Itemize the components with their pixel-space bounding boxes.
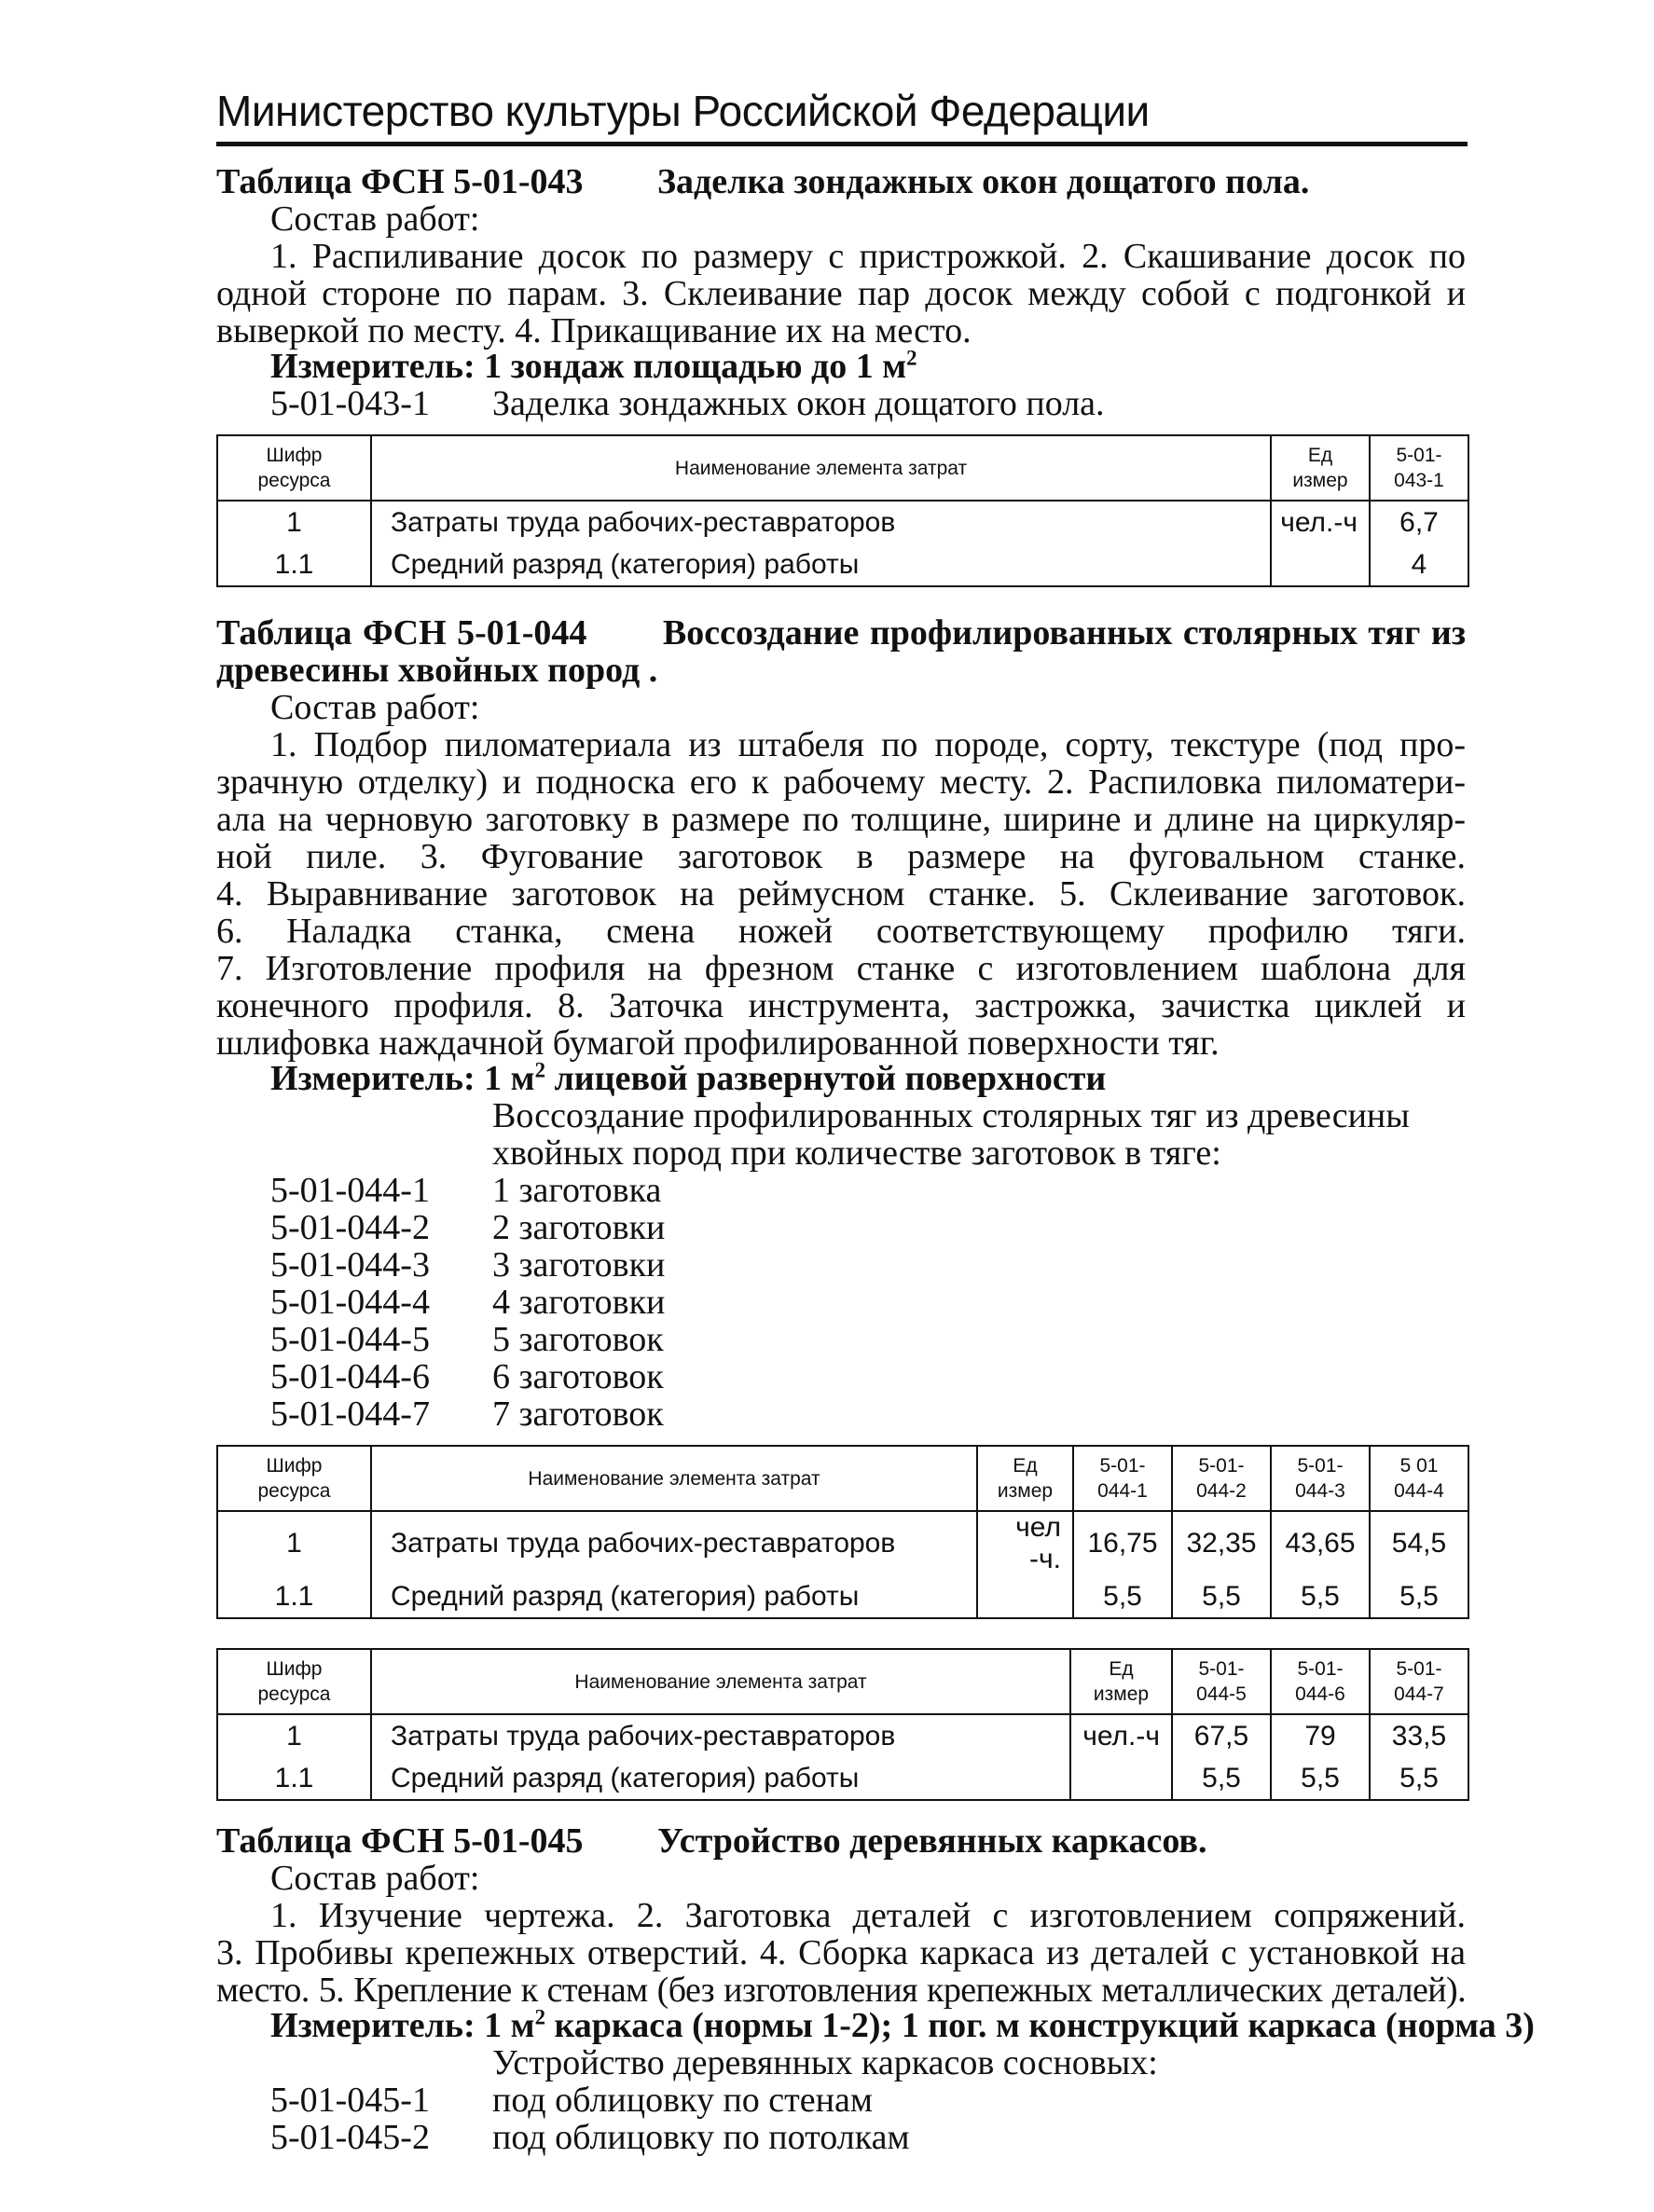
- cell-value: 67,5: [1172, 1714, 1271, 1757]
- norm-code: 5-01-044-3: [270, 1245, 430, 1285]
- header-unit: Ед измер: [977, 1446, 1073, 1511]
- norm-code: 5-01-045-1: [270, 2081, 430, 2120]
- cell-unit: чел.-ч: [1070, 1714, 1172, 1757]
- cell-value: 5,5: [1370, 1757, 1468, 1800]
- cell-value: 5,5: [1172, 1575, 1271, 1618]
- cell-name: Затраты труда рабочих-реставраторов: [371, 1511, 977, 1575]
- norm-name: 6 заготовок: [492, 1357, 664, 1396]
- works-line: 3. Пробивы крепежных отверстий. 4. Сборка каркаса из деталей с установкой на: [216, 1933, 1466, 1972]
- header-norm-col: 5-01- 043-1: [1370, 435, 1468, 501]
- norm-name: Заделка зондажных окон дощатого пола.: [492, 384, 1105, 423]
- cell-code: 1.1: [217, 1575, 371, 1618]
- table-row: [217, 501, 1468, 543]
- norm-code: 5-01-044-5: [270, 1320, 430, 1359]
- cell-unit: [1271, 543, 1370, 586]
- cell-code: 1: [217, 501, 371, 543]
- cell-unit: чел -ч.: [977, 1511, 1073, 1575]
- norm-name: 5 заготовок: [492, 1320, 664, 1359]
- header-norm-col: 5-01- 044-7: [1370, 1649, 1468, 1714]
- header-name: Наименование элемента затрат: [371, 1446, 977, 1511]
- table-title: Воссоздание профилированных столярных тяг из: [662, 613, 1467, 653]
- header-norm-col: 5-01- 044-6: [1271, 1649, 1370, 1714]
- header-name: Наименование элемента затрат: [371, 435, 1271, 501]
- works-line: ала на черновую заготовку в размере по толщине, ширине и длине на циркуляр-: [216, 800, 1466, 839]
- header-code: Шифр ресурса: [217, 1649, 371, 1714]
- header-code: Шифр ресурса: [217, 1446, 371, 1511]
- norm-name: 3 заготовки: [492, 1245, 666, 1285]
- cell-name: Средний разряд (категория) работы: [371, 543, 1271, 586]
- cell-code: 1.1: [217, 543, 371, 586]
- cell-value: 5,5: [1370, 1575, 1468, 1618]
- table-title: Устройство деревянных каркасов.: [657, 1821, 1207, 1861]
- cell-value: 32,35: [1172, 1511, 1271, 1575]
- cell-name: Затраты труда рабочих-реставраторов: [371, 501, 1271, 543]
- table-id: Таблица ФСН 5-01-045: [216, 1821, 584, 1861]
- cell-value: 43,65: [1271, 1511, 1370, 1575]
- norm-code: 5-01-044-7: [270, 1395, 430, 1434]
- works-line: 1. Распиливание досок по размеру с пристрожкой. 2. Скашивание досок по: [270, 237, 1466, 276]
- table-row: [217, 1511, 1468, 1575]
- norm-name: 4 заготовки: [492, 1283, 666, 1322]
- norm-intro: хвойных пород при количестве заготовок в тяге:: [492, 1133, 1221, 1173]
- header-code: Шифр ресурса: [217, 435, 371, 501]
- cell-value: 16,75: [1073, 1511, 1172, 1575]
- header-norm-col: 5-01- 044-5: [1172, 1649, 1271, 1714]
- works-line: шлифовка наждачной бумагой профилированной поверхности тяг.: [216, 1024, 1220, 1063]
- norm-code: 5-01-044-2: [270, 1208, 430, 1247]
- cell-unit: [977, 1575, 1073, 1618]
- norm-name: 1 заготовка: [492, 1171, 662, 1210]
- cell-value: 33,5: [1370, 1714, 1468, 1757]
- header-norm-col: 5-01- 044-2: [1172, 1446, 1271, 1511]
- norm-code: 5-01-044-6: [270, 1357, 430, 1396]
- works-line: выверкой по месту. 4. Прикащивание их на место.: [216, 311, 972, 350]
- table-id: Таблица ФСН 5-01-043: [216, 162, 584, 201]
- works-line: 1. Изучение чертежа. 2. Заготовка деталей с изготовлением сопряжений.: [270, 1896, 1466, 1935]
- norm-code: 5-01-043-1: [270, 384, 430, 423]
- cell-value: 4: [1370, 543, 1468, 586]
- works-line: 7. Изготовление профиля на фрезном станке с изготовлением шаблона для: [216, 949, 1466, 988]
- resource-table: [216, 1648, 1469, 1801]
- works-line: 6. Наладка станка, смена ножей соответствующему профилю тяги.: [216, 912, 1466, 951]
- header-unit: Ед измер: [1271, 435, 1370, 501]
- meter-label: Измеритель: 1 зондаж площадью до 1 $м^2$: [270, 346, 917, 386]
- cell-code: 1: [217, 1714, 371, 1757]
- norm-name: 2 заготовки: [492, 1208, 666, 1247]
- works-line: одной стороне по парам. 3. Склеивание пар досок между собой с подгонкой и: [216, 274, 1466, 313]
- cell-value: 54,5: [1370, 1511, 1468, 1575]
- works-line: конечного профиля. 8. Заточка инструмента, застрожка, зачистка циклей и: [216, 986, 1466, 1025]
- norm-code: 5-01-044-1: [270, 1171, 430, 1210]
- table-row: [217, 1575, 1468, 1618]
- header-name: Наименование элемента затрат: [371, 1649, 1070, 1714]
- table-title: Заделка зондажных окон дощатого пола.: [657, 162, 1310, 201]
- norm-code: 5-01-044-4: [270, 1283, 430, 1322]
- works-line: 1. Подбор пиломатериала из штабеля по породе, сорту, текстуре (под про-: [270, 725, 1466, 764]
- norm-intro: Воссоздание профилированных столярных тяг из древесины: [492, 1096, 1410, 1135]
- header-norm-col: 5-01- 044-3: [1271, 1446, 1370, 1511]
- header-norm-col: 5-01- 044-1: [1073, 1446, 1172, 1511]
- works-line: 4. Выравнивание заготовок на реймусном станке. 5. Склеивание заготовок.: [216, 874, 1466, 914]
- cell-name: Средний разряд (категория) работы: [371, 1757, 1070, 1800]
- table-title-cont: древесины хвойных пород .: [216, 651, 658, 690]
- norm-name: под облицовку по стенам: [492, 2081, 873, 2120]
- header-divider: [216, 142, 1468, 146]
- cell-code: 1: [217, 1511, 371, 1575]
- table-row: [217, 1757, 1468, 1800]
- cell-value: 79: [1271, 1714, 1370, 1757]
- works-line: ной пиле. 3. Фугование заготовок в размере на фуговальном станке.: [216, 837, 1466, 876]
- table-row: [217, 1714, 1468, 1757]
- cell-code: 1.1: [217, 1757, 371, 1800]
- header-norm-col: 5 01 044-4: [1370, 1446, 1468, 1511]
- norm-name: под облицовку по потолкам: [492, 2118, 910, 2157]
- resource-table: [216, 1445, 1469, 1619]
- header-unit: Ед измер: [1070, 1649, 1172, 1714]
- table-id: Таблица ФСН 5-01-044: [216, 613, 587, 653]
- meter-label: Измеритель: 1 $м^2$ каркаса (нормы 1-2); 1 пог. м конструкций каркаса (норма 3): [270, 2005, 1535, 2045]
- cell-value: 5,5: [1172, 1757, 1271, 1800]
- cell-value: 6,7: [1370, 501, 1468, 543]
- table-heading-line: [216, 615, 1466, 652]
- norm-intro: Устройство деревянных каркасов сосновых:: [492, 2043, 1158, 2082]
- page-header: Министерство культуры Российской Федерации: [216, 87, 1150, 135]
- cell-name: Средний разряд (категория) работы: [371, 1575, 977, 1618]
- works-line: зрачную отделку) и подноска его к рабочему месту. 2. Распиловка пиломатери-: [216, 763, 1466, 802]
- works-line: место. 5. Крепление к стенам (без изготовления крепежных металлических деталей).: [216, 1971, 1466, 2010]
- norm-code: 5-01-045-2: [270, 2118, 430, 2157]
- composition-label: Состав работ:: [270, 688, 480, 727]
- cell-value: 5,5: [1073, 1575, 1172, 1618]
- cell-value: 5,5: [1271, 1757, 1370, 1800]
- cell-value: 5,5: [1271, 1575, 1370, 1618]
- resource-table: [216, 434, 1469, 587]
- cell-name: Затраты труда рабочих-реставраторов: [371, 1714, 1070, 1757]
- table-row: [217, 543, 1468, 586]
- meter-label: Измеритель: 1 $м^2$ лицевой развернутой поверхности: [270, 1058, 1107, 1098]
- composition-label: Состав работ:: [270, 199, 480, 239]
- cell-unit: чел.-ч: [1271, 501, 1370, 543]
- composition-label: Состав работ:: [270, 1859, 480, 1898]
- norm-name: 7 заготовок: [492, 1395, 664, 1434]
- cell-unit: [1070, 1757, 1172, 1800]
